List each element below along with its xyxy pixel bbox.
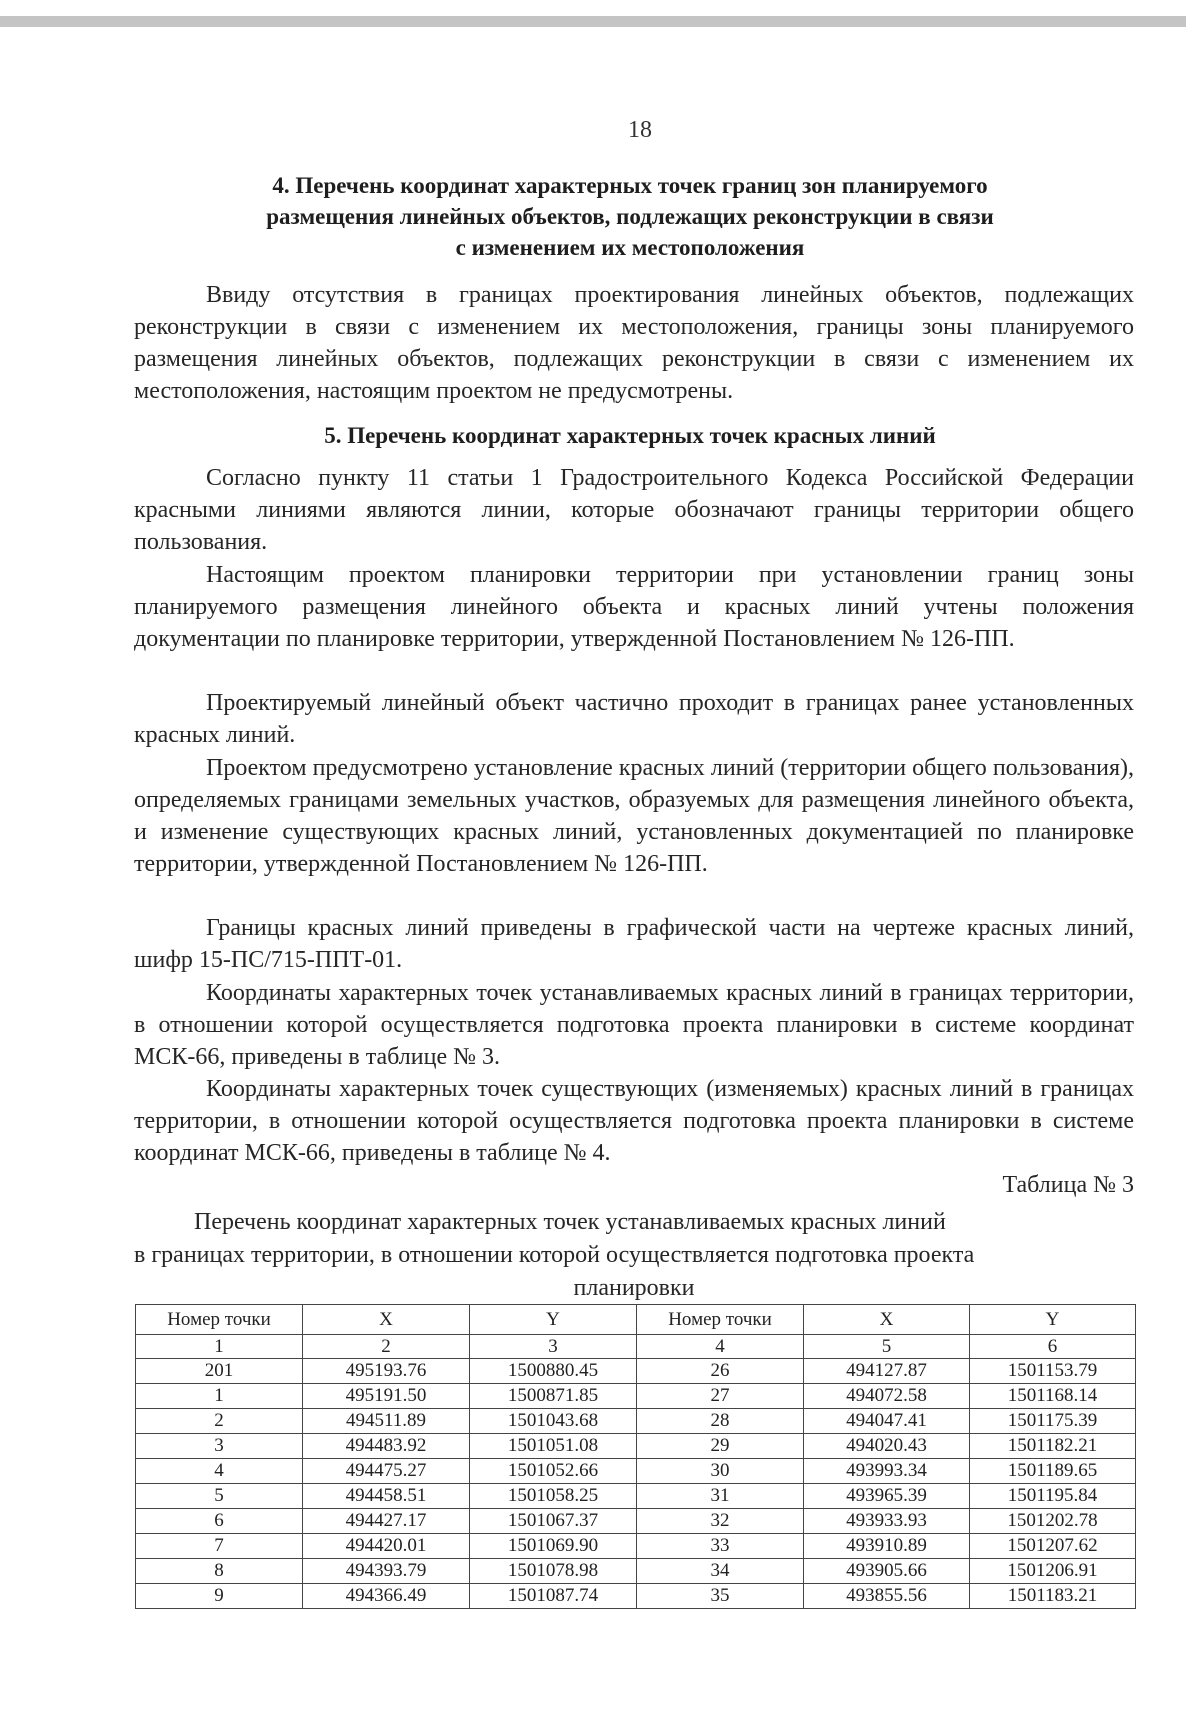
table-cell: 1501153.79: [970, 1359, 1136, 1384]
table-title-line: в границах территории, в отношении которой осуществляется подготовка проекта: [134, 1242, 975, 1268]
table-cell: 2: [136, 1409, 303, 1434]
table-cell: 493993.34: [804, 1459, 970, 1484]
table-cell: 1501183.21: [970, 1584, 1136, 1609]
section-5-heading: 5. Перечень координат характерных точек красных линий: [324, 423, 936, 448]
table-row: [136, 1484, 1136, 1509]
table-cell: 494475.27: [303, 1459, 470, 1484]
section-5-paragraph: [134, 687, 1134, 751]
table-cell: 1501189.65: [970, 1459, 1136, 1484]
paragraph-text: Проектом предусмотрено установление красных линий (территории общего пользования), определяемых границами земельных участков, образуемых для размещения линейного объекта, и изменение существующих красных линий, установленных документацией по планировке территории, утвержденной Постановлением № 126-ПП.: [134, 755, 1134, 877]
table-title: [134, 1206, 1134, 1305]
table-row: [136, 1509, 1136, 1534]
table-cell: 494020.43: [804, 1434, 970, 1459]
table-row: [136, 1534, 1136, 1559]
table-cell: 1501202.78: [970, 1509, 1136, 1534]
table-cell: 494420.01: [303, 1534, 470, 1559]
table-title-line: планировки: [573, 1275, 695, 1301]
table-cell: 28: [637, 1409, 804, 1434]
table-cell: 1501051.08: [470, 1434, 637, 1459]
table-cell: 30: [637, 1459, 804, 1484]
table-row: [136, 1459, 1136, 1484]
table-label: Таблица № 3: [1002, 1172, 1134, 1198]
table-cell: 494458.51: [303, 1484, 470, 1509]
table-cell: 493910.89: [804, 1534, 970, 1559]
table-row: [136, 1434, 1136, 1459]
section-4-heading-line: размещения линейных объектов, подлежащих реконструкции в связи: [266, 204, 994, 229]
table-cell: 494427.17: [303, 1509, 470, 1534]
header-y: Y: [470, 1305, 637, 1335]
table-header-row: [136, 1305, 1136, 1335]
table-cell: 32: [637, 1509, 804, 1534]
section-4-paragraph: [134, 279, 1134, 407]
paragraph-text: Ввиду отсутствия в границах проектирования линейных объектов, подлежащих реконструкции в связи с изменением их местоположения, границы зоны планируемого размещения линейных объектов, подлежащих реконструкции в связи с изменением их местоположения, настоящим проектом не предусмотрены.: [134, 282, 1134, 404]
table-cell: 494127.87: [804, 1359, 970, 1384]
column-number: 3: [470, 1335, 637, 1359]
table-cell: 1501052.66: [470, 1459, 637, 1484]
table-cell: 493855.56: [804, 1584, 970, 1609]
paragraph-text: Границы красных линий приведены в графической части на чертеже красных линий, шифр 15-ПС/715-ППТ-01.: [134, 915, 1134, 973]
table-cell: 494483.92: [303, 1434, 470, 1459]
table-cell: 1500871.85: [470, 1384, 637, 1409]
table-cell: 494366.49: [303, 1584, 470, 1609]
table-row: [136, 1384, 1136, 1409]
table-title-line: Перечень координат характерных точек устанавливаемых красных линий: [194, 1209, 946, 1235]
paragraph-text: Настоящим проектом планировки территории при установлении границ зоны планируемого размещения линейного объекта и красных линий учтены положения документации по планировке территории, утвержденной Постановлением № 126-ПП.: [134, 562, 1134, 652]
header-y: Y: [970, 1305, 1136, 1335]
section-4-heading-line: с изменением их местоположения: [455, 235, 805, 260]
table-cell: 495191.50: [303, 1384, 470, 1409]
column-number: 4: [637, 1335, 804, 1359]
table-cell: 494511.89: [303, 1409, 470, 1434]
table-cell: 495193.76: [303, 1359, 470, 1384]
table-cell: 201: [136, 1359, 303, 1384]
table-cell: 3: [136, 1434, 303, 1459]
table-cell: 7: [136, 1534, 303, 1559]
table-cell: 34: [637, 1559, 804, 1584]
table-cell: 494047.41: [804, 1409, 970, 1434]
section-5-paragraph: [134, 752, 1134, 880]
table-cell: 1501182.21: [970, 1434, 1136, 1459]
table-cell: 5: [136, 1484, 303, 1509]
section-5-paragraph: [134, 912, 1134, 976]
section-5-paragraph: [134, 1073, 1134, 1169]
table-cell: 8: [136, 1559, 303, 1584]
paragraph-text: Проектируемый линейный объект частично проходит в границах ранее установленных красных линий.: [134, 690, 1134, 748]
table-cell: 1501195.84: [970, 1484, 1136, 1509]
table-cell: 1500880.45: [470, 1359, 637, 1384]
table-cell: 33: [637, 1534, 804, 1559]
paragraph-text: Координаты характерных точек устанавливаемых красных линий в границах территории, в отношении которой осуществляется подготовка проекта планировки в системе координат МСК-66, приведены в таблице № 3.: [134, 980, 1134, 1070]
header-point-number: Номер точки: [136, 1305, 303, 1335]
table-cell: 493905.66: [804, 1559, 970, 1584]
coordinates-table: [135, 1304, 1136, 1609]
column-number-row: [136, 1335, 1136, 1359]
table-cell: 31: [637, 1484, 804, 1509]
section-5-paragraph: [134, 977, 1134, 1073]
header-x: X: [303, 1305, 470, 1335]
header-x: X: [804, 1305, 970, 1335]
table-cell: 1501058.25: [470, 1484, 637, 1509]
table-cell: 493965.39: [804, 1484, 970, 1509]
section-5-paragraph: [134, 559, 1134, 655]
column-number: 6: [970, 1335, 1136, 1359]
header-point-number: Номер точки: [637, 1305, 804, 1335]
scan-top-border: [0, 16, 1186, 27]
table-cell: 1501206.91: [970, 1559, 1136, 1584]
table-row: [136, 1409, 1136, 1434]
table-cell: 9: [136, 1584, 303, 1609]
table-cell: 1501069.90: [470, 1534, 637, 1559]
table-row: [136, 1359, 1136, 1384]
column-number: 5: [804, 1335, 970, 1359]
table-cell: 1501207.62: [970, 1534, 1136, 1559]
table-cell: 1501175.39: [970, 1409, 1136, 1434]
table-cell: 1501067.37: [470, 1509, 637, 1534]
table-row: [136, 1584, 1136, 1609]
section-5-paragraph: [134, 462, 1134, 558]
section-4-heading: [190, 170, 1070, 263]
table-row: [136, 1559, 1136, 1584]
table-cell: 493933.93: [804, 1509, 970, 1534]
table-cell: 6: [136, 1509, 303, 1534]
column-number: 1: [136, 1335, 303, 1359]
table-cell: 27: [637, 1384, 804, 1409]
table-cell: 4: [136, 1459, 303, 1484]
table-cell: 1501043.68: [470, 1409, 637, 1434]
table-cell: 494072.58: [804, 1384, 970, 1409]
section-4-heading-line: 4. Перечень координат характерных точек границ зон планируемого: [272, 173, 988, 198]
page-number: 18: [628, 117, 652, 143]
table-cell: 1: [136, 1384, 303, 1409]
table-cell: 29: [637, 1434, 804, 1459]
table-cell: 1501168.14: [970, 1384, 1136, 1409]
table-cell: 494393.79: [303, 1559, 470, 1584]
paragraph-text: Координаты характерных точек существующих (изменяемых) красных линий в границах территории, в отношении которой осуществляется подготовка проекта планировки в системе координат МСК-66, приведены в таблице № 4.: [134, 1076, 1134, 1166]
table-cell: 1501087.74: [470, 1584, 637, 1609]
column-number: 2: [303, 1335, 470, 1359]
table-cell: 1501078.98: [470, 1559, 637, 1584]
table-cell: 26: [637, 1359, 804, 1384]
paragraph-text: Согласно пункту 11 статьи 1 Градостроительного Кодекса Российской Федерации красными линиями являются линии, которые обозначают границы территории общего пользования.: [134, 465, 1134, 555]
table-cell: 35: [637, 1584, 804, 1609]
